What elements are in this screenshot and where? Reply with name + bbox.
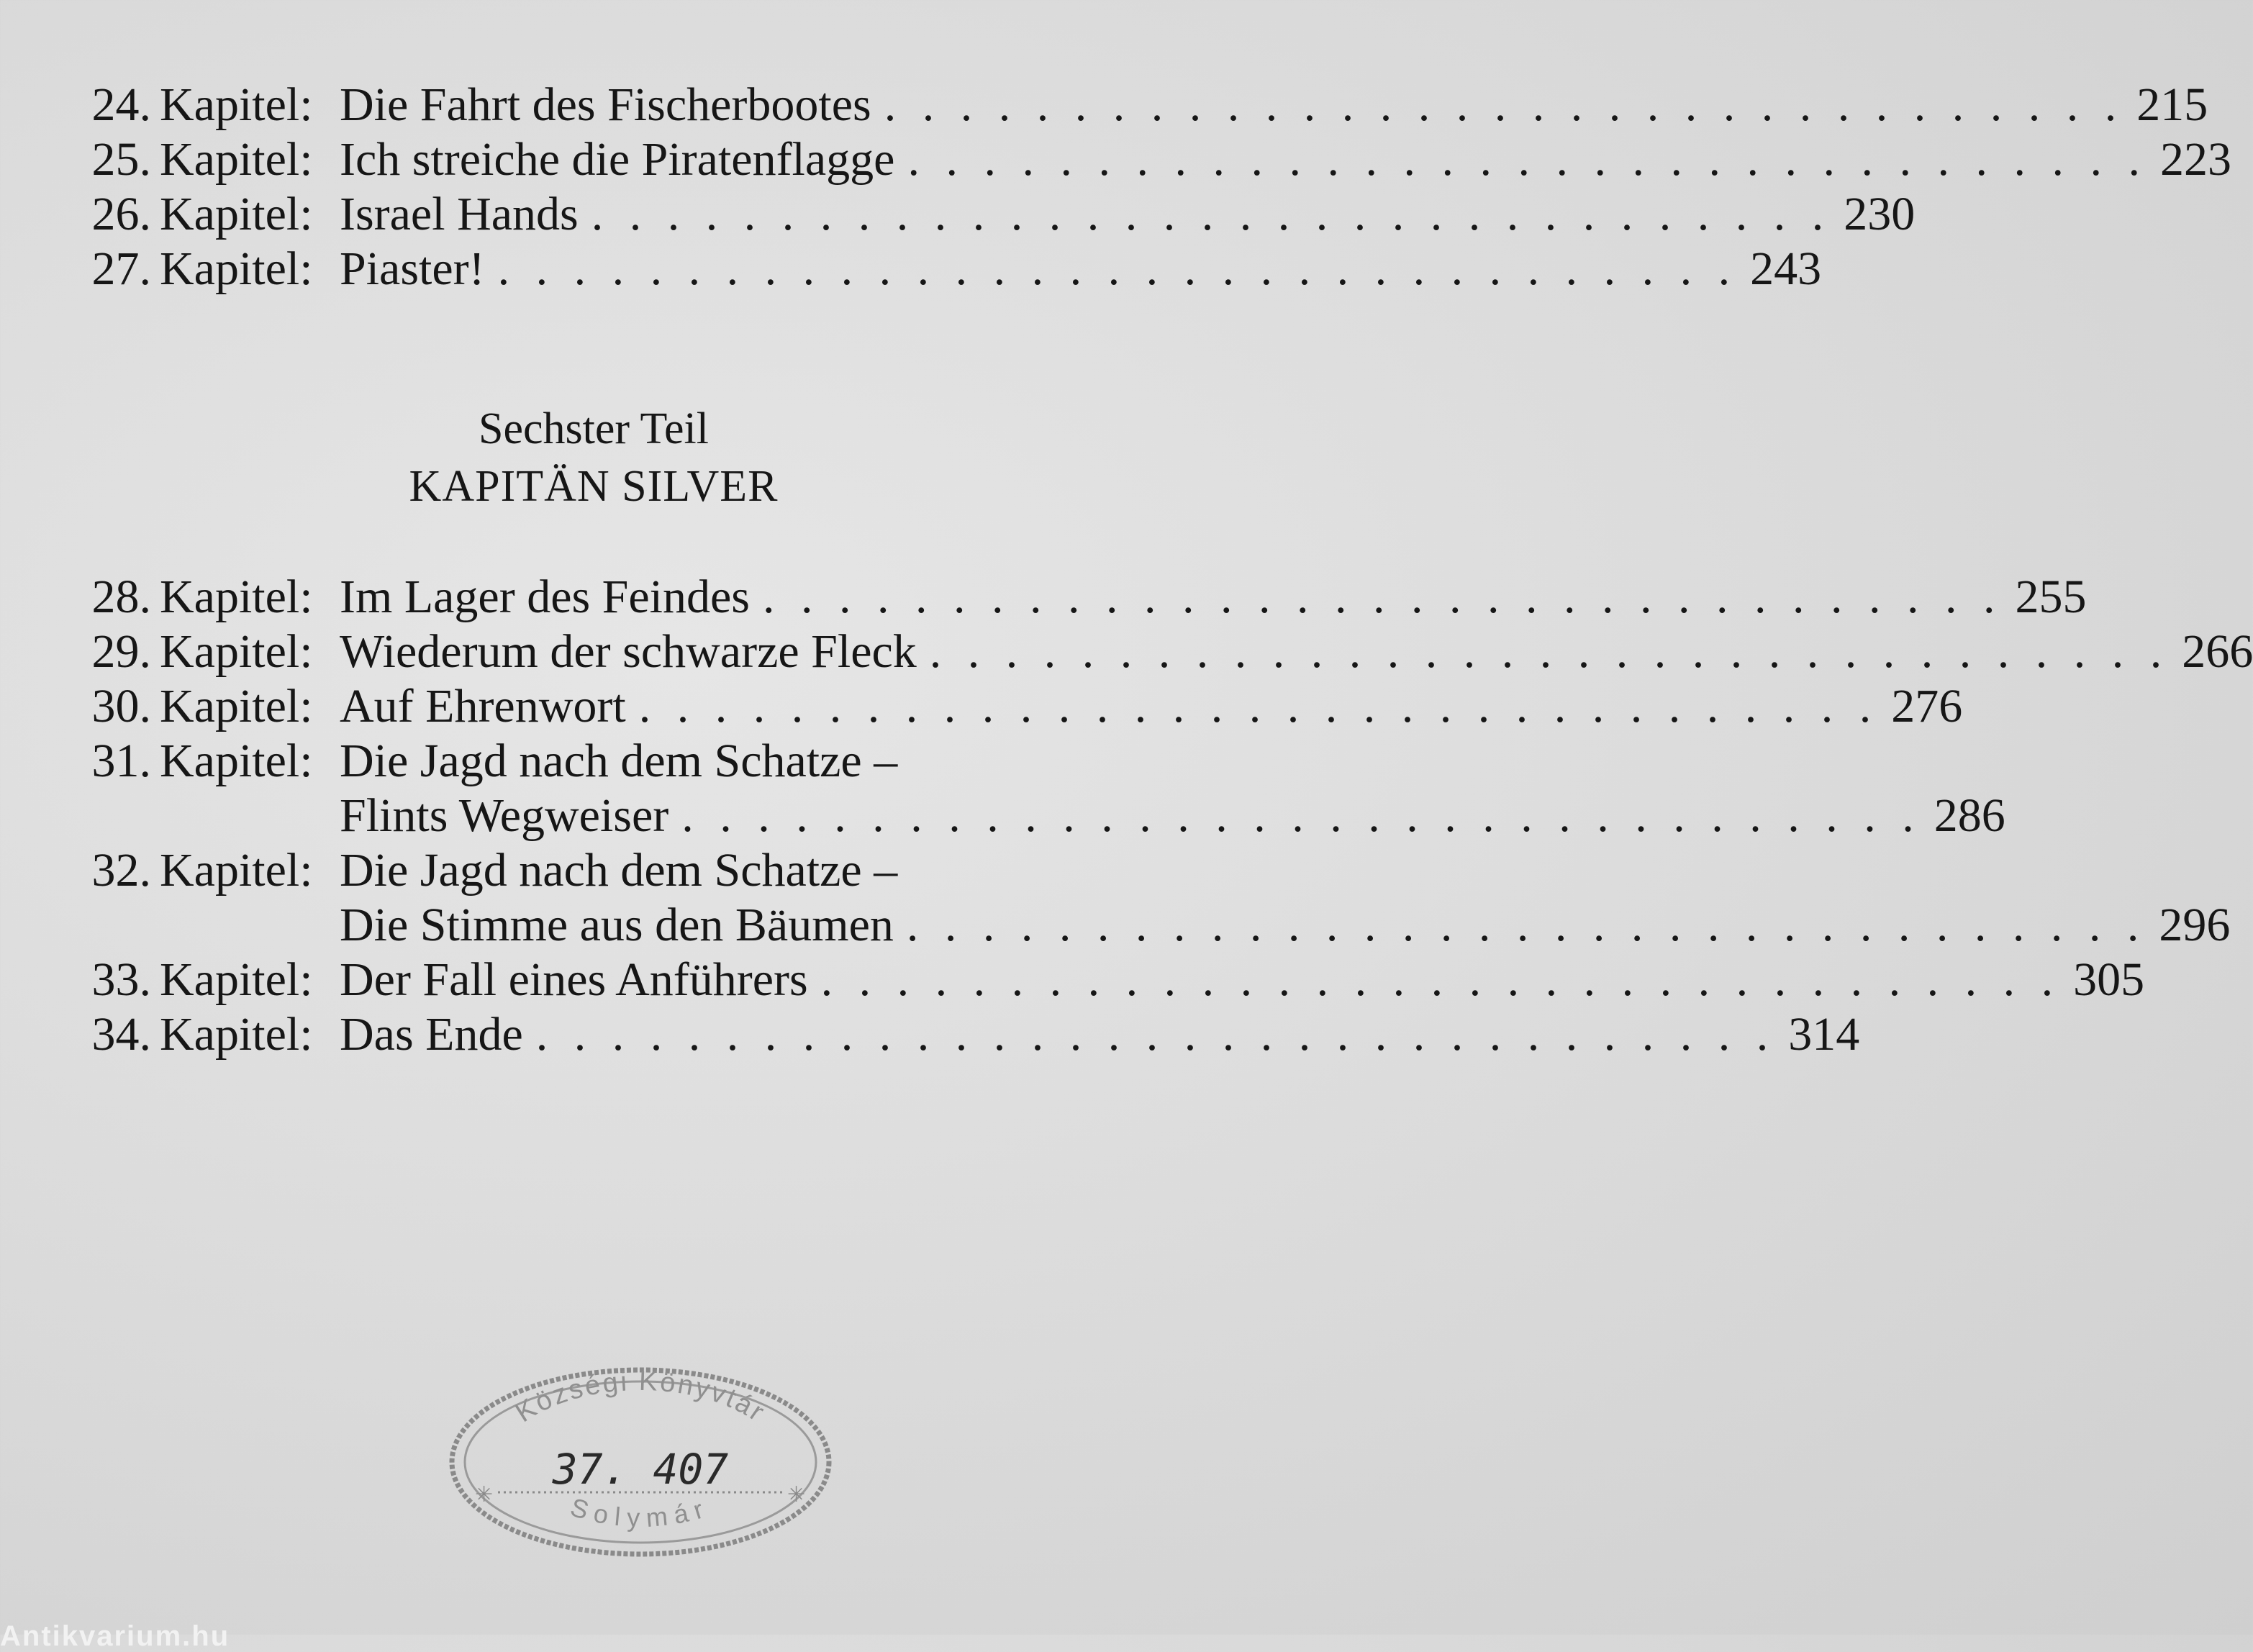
watermark-text: Antikvarium.hu bbox=[0, 1620, 230, 1652]
chapter-title: Auf Ehrenwort bbox=[340, 680, 626, 732]
chapter-title: Wiederum der schwarze Fleck bbox=[340, 625, 917, 678]
chapter-title: Flints Wegweiser bbox=[340, 789, 669, 842]
dot-leader: . . . . . . . . . . . . . . . . . . . . . . . . . . . . . . . . . bbox=[591, 188, 1831, 240]
page-number: 215 bbox=[2136, 78, 2208, 131]
toc-entry bbox=[72, 78, 2208, 132]
stamp-number: 37. 407 bbox=[552, 1445, 729, 1494]
chapter-title: Der Fall eines Anführers bbox=[340, 953, 808, 1006]
chapter-title: Israel Hands bbox=[340, 188, 579, 240]
chapter-label: Kapitel: bbox=[160, 844, 313, 897]
chapter-title: Das Ende bbox=[340, 1008, 523, 1061]
stamp-top-text: Községi Könyvtár bbox=[510, 1366, 771, 1429]
chapter-label: Kapitel: bbox=[160, 242, 313, 295]
toc-entry bbox=[72, 679, 1963, 734]
toc-entry bbox=[72, 734, 1101, 789]
chapter-title: Piaster! bbox=[340, 242, 485, 295]
dot-leader: . . . . . . . . . . . . . . . . . . . . . . . . . . . . . . . . . bbox=[884, 78, 2124, 131]
dot-leader: . . . . . . . . . . . . . . . . . . . . . . . . . . . . . . . . . bbox=[907, 133, 2147, 186]
page-number: 243 bbox=[1750, 242, 1822, 295]
chapter-label: Kapitel: bbox=[160, 1008, 313, 1061]
chapter-label: Kapitel: bbox=[160, 188, 313, 240]
dot-leader: . . . . . . . . . . . . . . . . . . . . . . . . . . . . . . . . . bbox=[763, 571, 2003, 623]
chapter-number: 33. bbox=[91, 953, 151, 1006]
toc-entry-continuation bbox=[72, 898, 2231, 953]
svg-text:✳: ✳ bbox=[787, 1482, 806, 1507]
chapter-number: 24. bbox=[91, 78, 151, 131]
chapter-number: 28. bbox=[91, 571, 151, 623]
chapter-title: Die Jagd nach dem Schatze – bbox=[340, 844, 898, 897]
chapter-title: Die Stimme aus den Bäumen bbox=[340, 899, 894, 951]
chapter-number: 27. bbox=[91, 242, 151, 295]
toc-entry bbox=[72, 625, 2253, 679]
chapter-title: Ich streiche die Piratenflagge bbox=[340, 133, 895, 186]
chapter-number: 34. bbox=[91, 1008, 151, 1061]
chapter-label: Kapitel: bbox=[160, 133, 313, 186]
dot-leader: . . . . . . . . . . . . . . . . . . . . . . . . . . . . . . . . . bbox=[497, 242, 1738, 295]
chapter-title: Im Lager des Feindes bbox=[340, 571, 750, 623]
page-number: 230 bbox=[1844, 188, 1916, 240]
toc-entry bbox=[72, 242, 1822, 296]
chapter-number: 30. bbox=[91, 680, 151, 732]
dot-leader: . . . . . . . . . . . . . . . . . . . . . . . . . . . . . . . . . bbox=[820, 953, 2061, 1006]
dot-leader: . . . . . . . . . . . . . . . . . . . . . . . . . . . . . . . . . bbox=[906, 899, 2147, 951]
chapter-title: Die Jagd nach dem Schatze – bbox=[340, 735, 898, 787]
chapter-label: Kapitel: bbox=[160, 625, 313, 678]
chapter-number: 32. bbox=[91, 844, 151, 897]
chapter-label: Kapitel: bbox=[160, 735, 313, 787]
dot-leader: . . . . . . . . . . . . . . . . . . . . . . . . . . . . . . . . . bbox=[681, 789, 1921, 842]
toc-entry bbox=[72, 132, 2231, 187]
chapter-number: 26. bbox=[91, 188, 151, 240]
toc-entry bbox=[72, 953, 2145, 1007]
toc-entry bbox=[72, 843, 1101, 898]
chapter-number: 29. bbox=[91, 625, 151, 678]
toc-entry-continuation bbox=[72, 789, 2005, 843]
page-number: 305 bbox=[2073, 953, 2145, 1006]
stamp-bottom-text: Solymár bbox=[567, 1492, 714, 1533]
chapter-label: Kapitel: bbox=[160, 571, 313, 623]
svg-text:✳: ✳ bbox=[475, 1482, 494, 1507]
page-number: 223 bbox=[2159, 133, 2231, 186]
toc-entry bbox=[72, 187, 1916, 242]
watermark-strip bbox=[0, 1619, 302, 1652]
library-stamp bbox=[446, 1361, 835, 1563]
dot-leader: . . . . . . . . . . . . . . . . . . . . . . . . . . . . . . . . . bbox=[535, 1008, 1776, 1061]
page-number: 276 bbox=[1891, 680, 1963, 732]
page-number: 314 bbox=[1788, 1008, 1860, 1061]
toc-entry bbox=[72, 1007, 1860, 1062]
part-title: KAPITÄN SILVER bbox=[409, 462, 779, 511]
page-number: 296 bbox=[2159, 899, 2231, 951]
page-number: 255 bbox=[2015, 571, 2087, 623]
page-number: 286 bbox=[1934, 789, 2005, 842]
dot-leader: . . . . . . . . . . . . . . . . . . . . . . . . . . . . . . . . . bbox=[638, 680, 1879, 732]
chapter-label: Kapitel: bbox=[160, 78, 313, 131]
chapter-label: Kapitel: bbox=[160, 953, 313, 1006]
page-number: 266 bbox=[2182, 625, 2253, 678]
chapter-number: 31. bbox=[91, 735, 151, 787]
chapter-number: 25. bbox=[91, 133, 151, 186]
dot-leader: . . . . . . . . . . . . . . . . . . . . . . . . . . . . . . . . . bbox=[929, 625, 2170, 678]
part-label: Sechster Teil bbox=[479, 404, 709, 453]
toc-entry bbox=[72, 570, 2087, 625]
chapter-label: Kapitel: bbox=[160, 680, 313, 732]
chapter-title: Die Fahrt des Fischerbootes bbox=[340, 78, 871, 131]
